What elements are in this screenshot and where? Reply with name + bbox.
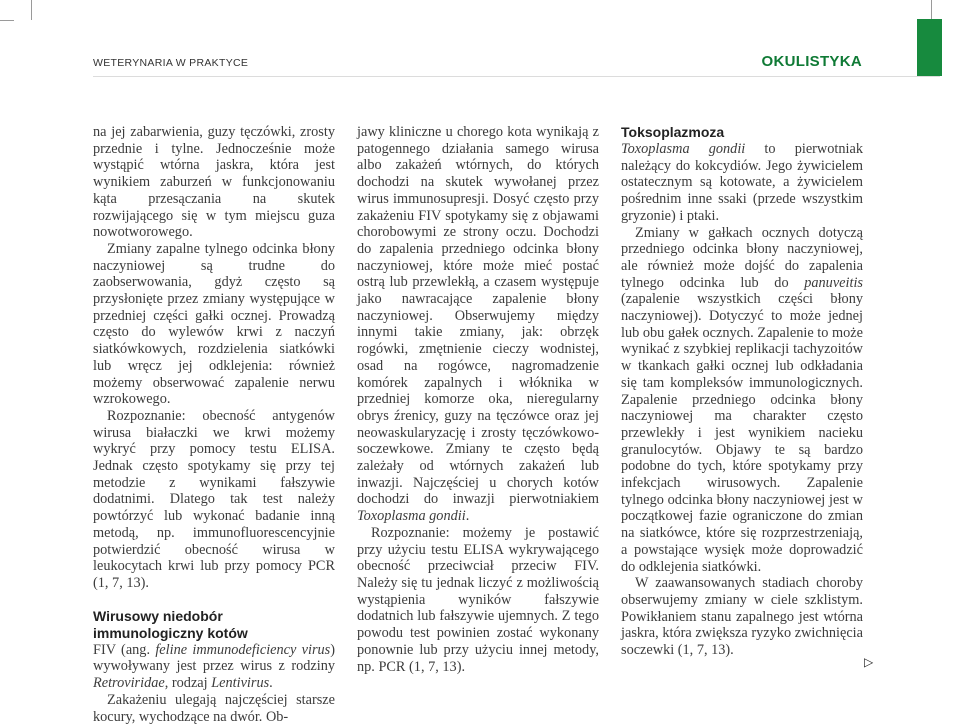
paragraph: W zaawansowanych stadiach choroby obserwujemy zmiany w ciele szklistym. Powikłaniem stanu zapalnego jest wtórna jaskra, która zwiększa ryzyko zwichnięcia soczewki (1, 7, 13). — [621, 575, 863, 659]
paragraph: Rozpoznanie: obecność antygenów wirusa białaczki we krwi możemy wykryć przy pomocy testu ELISA. Jednak często spotykamy się przy tej metodzie z wynikami fałszywie dodatnimi. Dlatego tak test należy powtórzyć lub wykonać badanie inną metodą, np. immunofluorescencyjnie potwierdzić obecność wirusa w leukocytach krwi lub przy pomocy PCR (1, 7, 13). — [93, 407, 335, 591]
text-column-2 — [357, 124, 599, 675]
text-column-3 — [621, 124, 863, 659]
section-heading-fiv: Wirusowy niedobór immunologiczny kotów — [93, 607, 248, 641]
header-divider — [93, 76, 940, 77]
paragraph: na jej zabarwienia, guzy tęczówki, zrosty przednie i tylne. Jednocześnie może wystąpić wtórna jaskra, która jest wynikiem zaburzeń w funkcjonowaniu kąta przesączania na skutek rozwijającego się w tym miejscu guza nowotworowego. — [93, 124, 335, 241]
page-header — [0, 0, 960, 80]
triangle-right-icon: ▷ — [864, 655, 874, 669]
section-color-tab — [917, 19, 942, 76]
paragraph: Zakażeniu ulegają najczęściej starsze kocury, wychodzące na dwór. Ob- — [93, 691, 335, 725]
paragraph: Zmiany zapalne tylnego odcinka błony naczyniowej są trudne do zaobserwowania, gdyż często są przysłonięte przez zmiany występujące w przedniej części gałki ocznej. Prowadzą często do wylewów krwi z naczyń siatkówkowych, rozdzielenia siatkówki lub wręcz jej odklejenia: również możemy obserwować zapalenie nerwu wzrokowego. — [93, 240, 335, 408]
paragraph: Toxoplasma gondii to pierwotniak należący do kokcydiów. Jego żywicielem ostatecznym są kotowate, a żywicielem pośrednim inne ssaki (przede wszystkim gryzonie) i ptaki. — [621, 141, 863, 224]
journal-title: WETERYNARIA W PRAKTYCE — [93, 57, 249, 69]
text-column-1 — [93, 124, 335, 725]
paragraph: jawy kliniczne u chorego kota wynikają z patogennego działania samego wirusa albo zakażeń wtórnych, do których dochodzi na skutek wywołanej przez wirus immunosupresji. Dosyć często przy zakażeniu FIV spotykamy się z objawami chorobowymi ze strony oczu. Dochodzi do zapalenia przedniego odcinka błony naczyniowej, które może mieć postać ostrą lub przewlekłą, a czasem występuje jako nawracające zapalenie błony naczyniowej. Obserwujemy między innymi takie zmiany, jak: obrzęk rogówki, zmętnienie cieczy wodnistej, osad na rogówce, nagromadzenie komórek zapalnych i włóknika w przedniej komorze oka, nieregularny obrys źrenicy, guzy na tęczówce oraz jej neowaskularyzację i zrosty tęczówkowo-soczewkowe. Zmiany te często będą zależały od wtórnych zakażeń lub inwazji. Najczęściej u chorych kotów dochodzi do inwazji pierwotniakiem Toxoplasma gondii. — [357, 124, 599, 525]
section-heading-toxoplasmosis: Toksoplazmoza — [621, 124, 725, 140]
paragraph: FIV (ang. feline immunodeficiency virus) wywoływany jest przez wirus z rodziny Retroviridae, rodzaj Lentivirus. — [93, 641, 335, 692]
paragraph: Rozpoznanie: możemy je postawić przy użyciu testu ELISA wykrywającego obecność przeciwciał przeciw FIV. Należy się tu jednak liczyć z możliwością wystąpienia wyników fałszywie dodatnich lub fałszywie ujemnych. Z tego powodu test powinien zostać wykonany ponownie lub przy użyciu innej metody, np. PCR (1, 7, 13). — [357, 524, 599, 675]
paragraph: Zmiany w gałkach ocznych dotyczą przedniego odcinka błony naczyniowej, ale również może dojść do zapalenia tylnego odcinka lub do panuveitis (zapalenie wszystkich części błony naczyniowej). Dotyczyć to może jednej lub obu gałek ocznych. Zapalenie to może wynikać z szybkiej replikacji tachyzoitów w tkankach gałki ocznej lub odkładania się tam kompleksów immunologicznych. Zapalenie przedniego odcinka błony naczyniowej ma charakter często przewlekły i jest wynikiem nacieku granulocytów. Objawy te są bardzo podobne do tych, które spotykamy przy infekcjach wirusowych. Zapalenie tylnego odcinka błony naczyniowej jest w początkowej fazie ograniczone do zmian na siatkówce, które się rozprzestrzeniają, a powstające wysięk może doprowadzić do odklejenia siatkówki. — [621, 224, 863, 575]
section-title: OKULISTYKA — [761, 53, 862, 70]
